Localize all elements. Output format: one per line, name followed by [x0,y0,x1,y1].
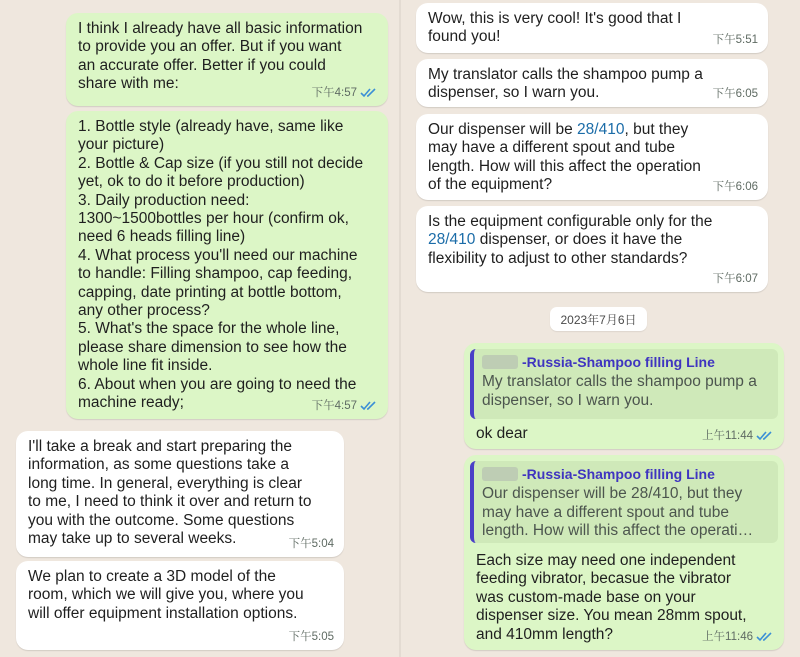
message-time: 下午4:57 [311,86,357,99]
double-check-icon [360,400,378,411]
message-text: I'll take a break and start preparing the information, as some questions take a long time. In general, everything is clear to me, I need to think it over and return to you with the outcome. Some questions may take up to several weeks. [28,438,312,548]
quote-sender [482,465,770,483]
message-meta [312,84,378,102]
message-text-part: Is the equipment configurable only for the [428,213,713,230]
message-time: 下午5:51 [712,33,758,46]
message-text: ok dear [476,425,528,442]
message-bubble[interactable] [16,431,344,557]
quote-text: My translator calls the shampoo pump a dispenser, so I warn you. [482,373,757,409]
message-meta [289,535,334,553]
message-text: Wow, this is very cool! It's good that I found you! [428,10,682,46]
message-text: My translator calls the shampoo pump a dispenser, so I warn you. [428,66,703,102]
message-bubble[interactable] [66,111,388,419]
message-bubble[interactable] [16,561,344,650]
blurred-name [482,355,518,369]
message-meta [713,270,758,288]
quoted-message[interactable] [470,349,778,419]
message-text [428,121,758,195]
right-chat-column[interactable] [400,0,800,657]
reply-message-bubble[interactable] [464,455,784,650]
message-text: 1. Bottle style (already have, same like your picture) 2. Bottle & Cap size (if you still not decide yet, ok to do it before production) 3. Daily production need: 1300~1500bottles per hour (confirm ok, need 6 heads filling line) 4. What process you'll need our machine to handle: Filling shampoo, cap feeding, capping, date printing at bottle bottom, any other process? 5. What's the space for the whole line, please share dimension to see how the whole line fit inside. 6. About when you are going to need the machine ready; [78,118,364,412]
message-bubble[interactable] [416,206,768,292]
message-text: We plan to create a 3D model of the room, which we will give you, where you will offer equipment installation options. [28,568,304,622]
message-time: 下午5:04 [288,537,334,550]
blurred-name [482,467,518,481]
message-time: 下午6:06 [712,180,758,193]
message-time: 下午5:05 [288,630,334,643]
double-check-icon [360,87,378,98]
message-text-part: , but they may have a different spout and tube length. How will this affect the operation of the equipment? [428,121,701,194]
dimension-link[interactable]: 28/410 [428,231,476,249]
message-text: I think I already have all basic information to provide you an offer. But if you want an accurate offer. Better if you could share with me: [78,20,363,93]
quote-sender [482,353,770,371]
dimension-link[interactable]: 28/410 [577,121,625,138]
quoted-message[interactable] [470,461,778,543]
message-bubble[interactable] [416,3,768,53]
message-meta [713,85,758,103]
message-bubble[interactable] [416,114,768,200]
message-text: Each size may need one independent feeding vibrator, becasue the vibrator was custom-made base on your dispenser size. You mean 28mm spout, and 410mm length? [476,552,747,643]
message-meta [312,397,378,415]
message-time: 上午11:44 [702,429,753,442]
message-meta [713,31,758,49]
reply-message-bubble[interactable] [464,343,784,449]
quote-sender-name: -Russia-Shampoo filling Line [522,466,715,482]
message-bubble[interactable] [66,13,388,106]
message-meta [702,427,774,445]
message-meta [702,628,774,646]
message-text-part: dispenser, or does it have the flexibility to adjust to other standards? [428,231,688,267]
message-time: 下午6:05 [712,87,758,100]
double-check-icon [756,430,774,441]
message-time: 下午4:57 [311,399,357,412]
message-bubble[interactable] [416,59,768,107]
message-time: 上午11:46 [702,630,753,643]
date-separator: 2023年7月6日 [550,307,647,331]
quote-sender-name: -Russia-Shampoo filling Line [522,354,715,370]
quote-text: Our dispenser will be 28/410, but they may have a different spout and tube length. How will this affect the operati… [482,485,754,539]
message-meta [289,628,334,646]
message-meta [713,178,758,196]
double-check-icon [756,631,774,642]
message-text [428,213,758,268]
message-text-part: Our dispenser will be [428,121,578,138]
message-time: 下午6:07 [712,272,758,285]
